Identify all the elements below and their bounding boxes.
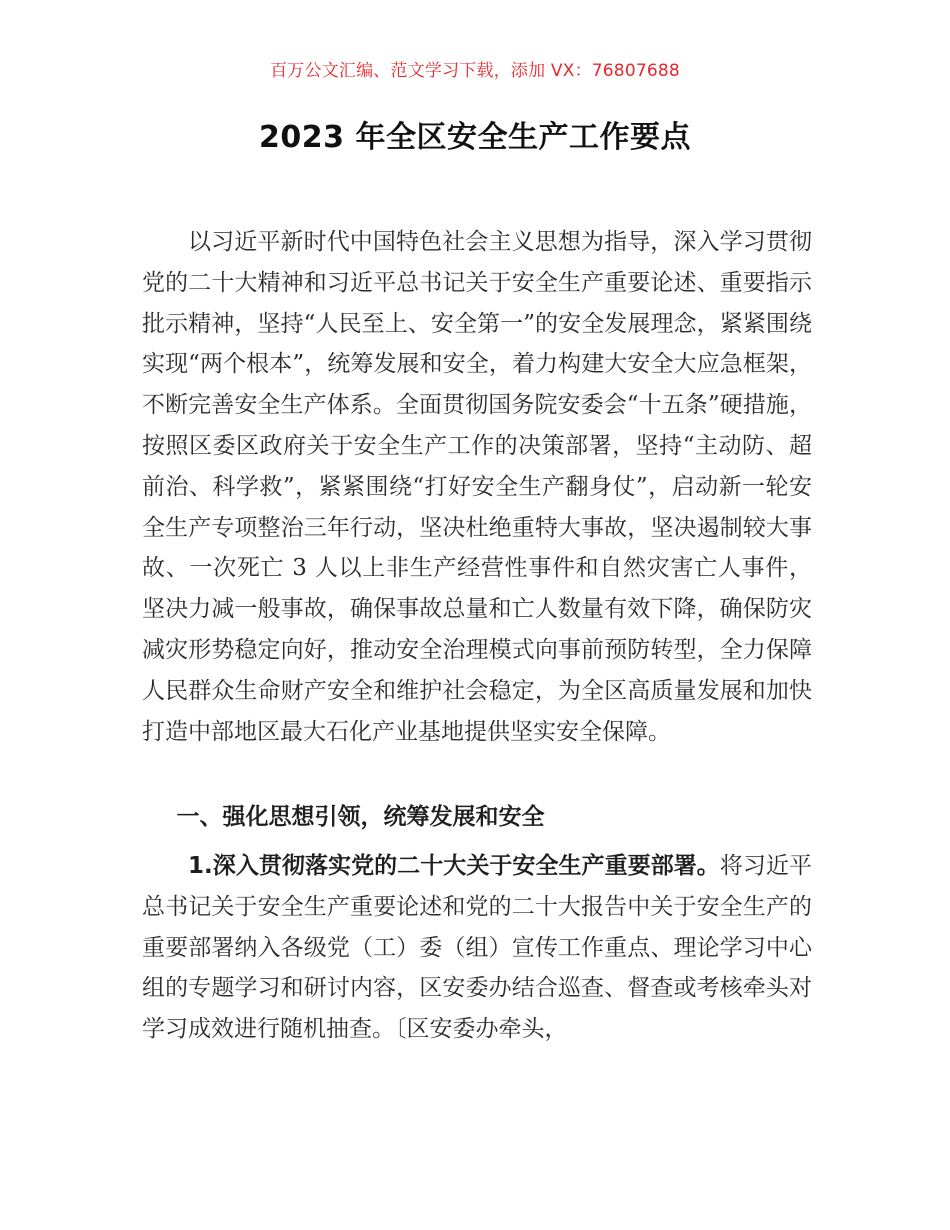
intro-paragraph: 以习近平新时代中国特色社会主义思想为指导，深入学习贯彻党的二十大精神和习近平总书记关于安全生产重要论述、重要指示批示精神，坚持“人民至上、安全第一”的安全发展理念，紧紧围绕实现“两个根本”，统筹发展和安全，着力构建大安全大应急框架，不断完善安全生产体系。全面贯彻国务院安委会“十五条”硬措施，按照区委区政府关于安全生产工作的决策部署，坚持“主动防、超前治、科学救”，紧紧围绕“打好安全生产翻身仗”，启动新一轮安全生产专项整治三年行动，坚决杜绝重特大事故，坚决遏制较大事故、一次死亡 3 人以上非生产经营性事件和自然灾害亡人事件，坚决力减一般事故，确保事故总量和亡人数量有效下降，确保防灾减灾形势稳定向好，推动安全治理模式向事前预防转型，全力保障人民群众生命财产安全和维护社会稳定，为全区高质量发展和加快打造中部地区最大石化产业基地提供坚实安全保障。 bbox=[142, 229, 812, 745]
section-heading-1: 一、强化思想引领，统筹发展和安全 bbox=[176, 804, 545, 830]
section-1-item-1-paragraph bbox=[142, 846, 812, 1050]
promo-banner: 百万公文汇编、范文学习下载，添加 VX：76807688 bbox=[270, 61, 680, 81]
item-1-lead-sentence: 1.深入贯彻落实党的二十大关于安全生产重要部署。 bbox=[188, 853, 720, 879]
item-1-body-text: 将习近平总书记关于安全生产重要论述和党的二十大报告中关于安全生产的重要部署纳入各级党（工）委（组）宣传工作重点、理论学习中心组的专题学习和研讨内容，区安委办结合巡查、督查或考核牵头对学习成效进行随机抽查。〔区安委办牵头， bbox=[142, 853, 813, 1043]
page-title: 2023 年全区安全生产工作要点 bbox=[259, 120, 691, 155]
